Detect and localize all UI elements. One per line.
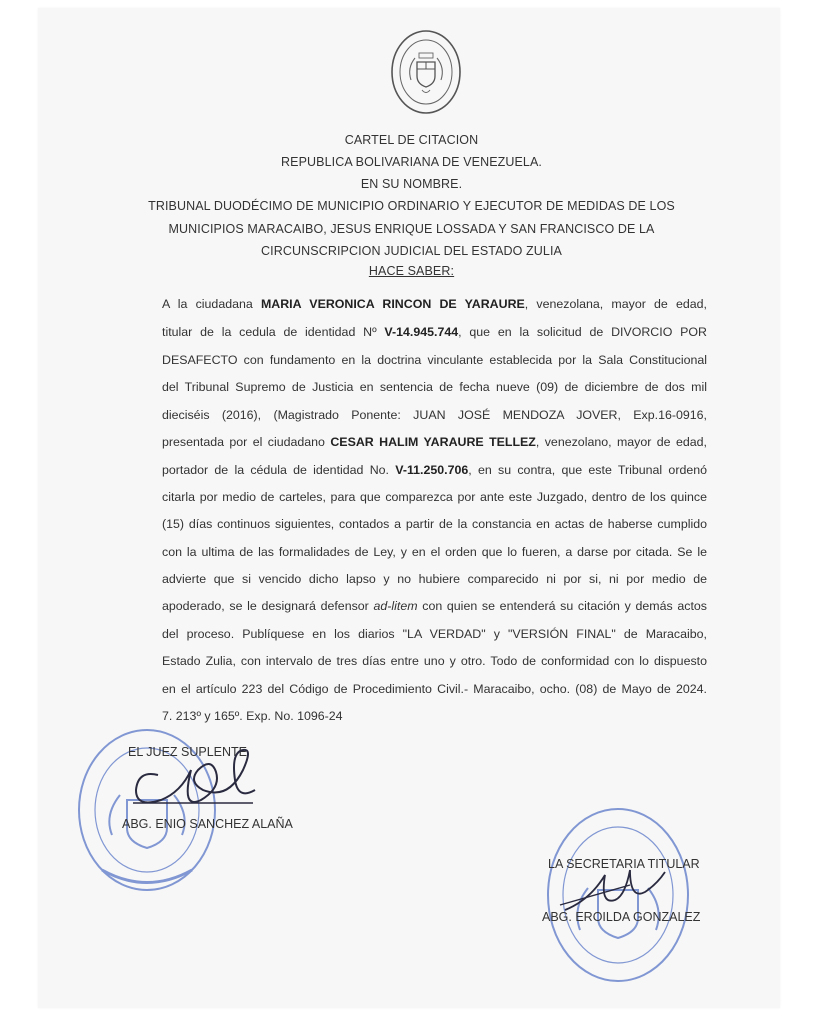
header-court-line-1: TRIBUNAL DUODÉCIMO DE MUNICIPIO ORDINARIO Y EJECUTOR DE MEDIDAS DE LOS	[148, 199, 675, 213]
header-court-line-2: MUNICIPIOS MARACAIBO, JESUS ENRIQUE LOSSADA Y SAN FRANCISCO DE LA	[168, 222, 655, 236]
body-line: advierte que si vencido dicho lapso y no hubiere comparecido ni por si, ni por medio de	[162, 572, 707, 586]
body-line: del proceso. Publíquese en los diarios "LA VERDAD" y "VERSIÓN FINAL" de Maracaibo,	[162, 627, 707, 641]
body-line: titular de la cedula de identidad Nº V-14.945.744, que en la solicitud de DIVORCIO POR	[162, 325, 707, 339]
coat-of-arms-seal-icon	[389, 28, 463, 116]
defendant-name: MARIA VERONICA RINCON DE YARAURE	[260, 297, 525, 311]
plaintiff-id: V-11.250.706	[395, 463, 469, 477]
body-line: DESAFECTO con fundamento en la doctrina vinculante establecida por la Sala Constitucional	[162, 353, 707, 367]
body-line: dieciséis (2016), (Magistrado Ponente: JUAN JOSÉ MENDOZA JOVER, Exp.16-0916,	[162, 408, 707, 422]
body-line: con la ultima de las formalidades de Ley, y en el orden que lo fueren, a darse por citada. Se le	[162, 545, 707, 559]
secretary-title: LA SECRETARIA TITULAR	[548, 857, 700, 871]
plaintiff-name: CESAR HALIM YARAURE TELLEZ	[330, 435, 536, 449]
secretary-name: ABG. EROILDA GONZALEZ	[542, 910, 701, 924]
body-line: presentada por el ciudadano CESAR HALIM YARAURE TELLEZ, venezolano, mayor de edad,	[162, 435, 707, 449]
judge-title: EL JUEZ SUPLENTE	[128, 745, 248, 759]
header-in-its-name: EN SU NOMBRE.	[360, 177, 463, 191]
judge-signature-icon	[118, 745, 278, 815]
body-line: apoderado, se le designará defensor ad-litem con quien se entenderá su citación y demás actos	[162, 599, 707, 613]
judge-name: ABG. ENIO SANCHEZ ALAÑA	[122, 817, 293, 831]
body-line: A la ciudadana MARIA VERONICA RINCON DE YARAURE, venezolana, mayor de edad,	[162, 297, 707, 311]
body-line: Estado Zulia, con intervalo de tres días entre uno y otro. Todo de conformidad con lo dispuesto	[162, 654, 707, 668]
header-republic: REPUBLICA BOLIVARIANA DE VENEZUELA.	[281, 155, 542, 169]
body-line: citarla por medio de carteles, para que comparezca por ante este Juzgado, dentro de los quince	[162, 490, 707, 504]
body-line: (15) días continuos siguientes, contados a partir de la constancia en actas de haberse cumplido	[162, 517, 707, 531]
header-hace-saber: HACE SABER:	[368, 264, 455, 278]
header-court-line-3: CIRCUNSCRIPCION JUDICIAL DEL ESTADO ZULIA	[261, 244, 562, 258]
body-line: portador de la cédula de identidad No. V-11.250.706, en su contra, que este Tribunal ordenó	[162, 463, 708, 477]
body-line: 7. 213º y 165º. Exp. No. 1096-24	[162, 709, 343, 723]
body-line: del Tribunal Supremo de Justicia en sentencia de fecha nueve (09) de diciembre de dos mil	[162, 380, 707, 394]
defendant-id: V-14.945.744	[384, 325, 459, 339]
document-title: CARTEL DE CITACION	[344, 133, 479, 147]
body-line: en el artículo 223 del Código de Procedimiento Civil.- Maracaibo, ocho. (08) de Mayo de 2024.	[162, 682, 707, 696]
